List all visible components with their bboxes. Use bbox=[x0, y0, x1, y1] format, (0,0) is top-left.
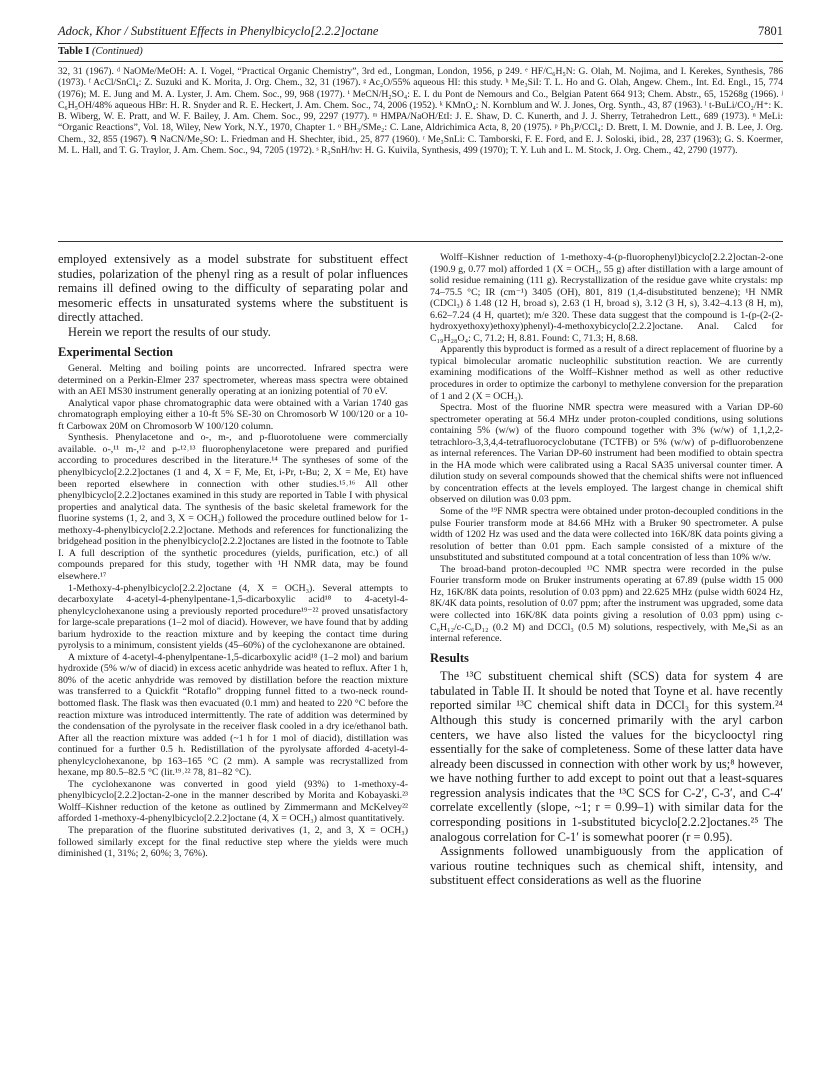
results-paragraph-1: The ¹³C substituent chemical shift (SCS) data for system 4 are tabulated in Table II. It should be noted that Toyne et al. have recently reported similar ¹³C chemical shift data in DCCl₃ for this system.²⁴ Although this study is concerned primarily with the aryl carbon centers, we have also listed the values for the bicyclooctyl ring essentially for the sake of completeness. Some of these latter data have already been discussed in connection with other work by us;⁸ however, we have nothing further to add except to point out that a least-squares regression analysis indicates that the ¹³C SCS for C-2′, C-3′, and C-4′ correlate excellently (slope, ~1; r = 0.99–1) with similar data for the corresponding positions in 1-substituted bicyclo[2.2.2]octanes.²⁵ The analogous correlation for C-1′ is somewhat poorer (r = 0.95). bbox=[430, 669, 783, 844]
results-paragraph-2: Assignments followed unambiguously from the application of various routine techniques such as chemical shift, intensity, and substituent effect considerations as well as the fluorine bbox=[430, 844, 783, 888]
left-column bbox=[58, 252, 408, 860]
header-rule bbox=[58, 43, 783, 44]
intro-paragraph-2: Herein we report the results of our study. bbox=[68, 324, 271, 339]
intro-paragraph: employed extensively as a model substrate for substituent effect studies, polarization of the phenyl ring as a result of polar influences remains ill defined owing to the difficulty of separating polar and mesomeric effects in unsaturated systems where the substituent is directly attached. bbox=[58, 252, 408, 325]
experimental-heading: Experimental Section bbox=[58, 344, 173, 359]
table-continued: (Continued) bbox=[92, 46, 143, 57]
table-footnotes: 32, 31 (1967). ᵈ NaOMe/MeOH: A. I. Vogel, “Practical Organic Chemistry”, 3rd ed., Longman, London, 1956, p 249. ᵉ HF/C₆H₅N: G. Olah, M. Nojima, and I. Kerekes, Synthesis, 786 (1973). ᶠ AcCl/SnCl₄: Z. Suzuki and K. Morita, J. Org. Chem., 32, 31 (1967). ᵍ Ac₂O/55% aqueous HI: this study. ʰ Me₃SiI: T. L. Ho and G. Olah, Angew. Chem., Int. Ed. Engl., 15, 774 (1976); M. E. Jung and M. A. Lyster, J. Am. Chem. Soc., 99, 968 (1977). ⁱ MeCN/H₂SO₄: E. I. du Pont de Nemours and Co., Belgian Patent 664 913; Chem. Abstr., 65, 15268g (1966). ʲ C₆H₅OH/48% aqueous HBr: H. R. Snyder and R. E. Heckert, J. Am. Chem. Soc., 74, 2006 (1952). ᵏ KMnO₄: N. Kornblum and W. J. Jones, Org. Synth., 43, 87 (1963). ˡ t-BuLi/CO₂/H⁺: K. B. Wiberg, W. E. Pratt, and W. F. Bailey, J. Am. Chem. Soc., 99, 2297 (1977). ᵐ HMPA/NaOH/EtI: J. E. Shaw, D. C. Kunerth, and J. J. Sherry, Tetrahedron Lett., 689 (1973). ⁿ MeLi: “Organic Reactions”, Vol. 18, Wiley, New York, N.Y., 1970, Chapter 1. ᵒ BH₃/SMe₂: C. Lane, Aldrichimica Acta, 8, 20 (1975). ᵖ Ph₃P/CCl₄: D. Brett, I. M. Downie, and J. B. Lee, J. Org. Chem., 32, 855 (1967). ᑫ NaCN/Me₂SO: L. Friedman and H. Shechter, ibid., 25, 877 (1960). ʳ Me₃SnLi: C. Tamborski, F. E. Ford, and E. J. Soloski, ibid., 28, 237 (1963); G. S. Koermer, M. L. Hall, and T. G. Traylor, J. Am. Chem. Soc., 94, 7205 (1972). ˢ R₃SnH/hν: H. G. Kuivila, Synthesis, 499 (1970); T. Y. Luh and L. M. Stock, J. Org. Chem., 42, 2790 (1977). bbox=[58, 66, 783, 157]
preparation-paragraph: The preparation of the fluorine substituted derivatives (1, 2, and 3, X = OCH₃) followed similarly except for the final reductive step where the yields were much diminished (1, 31%; 2, 60%; 3, 76%). bbox=[58, 824, 408, 860]
f19-paragraph: Some of the ¹⁹F NMR spectra were obtained under proton-decoupled conditions in the pulse Fourier transform mode at 84.66 MHz with a Bruker 90 spectrometer. A pulse width of 1202 Hz was used and the data were collected into 16K/8K data points giving a resolution of better than 0.01 ppm. Each sample consisted of a mixture of the unsubstituted and substituted compound at a total concentration of less than 10% w/w. bbox=[430, 506, 783, 564]
c13-paragraph: The broad-band proton-decoupled ¹³C NMR spectra were recorded in the pulse Fourier transform mode on Bruker instruments operating at 67.89 (pulse width 15 000 Hz, 16K/8K data points, resolution of 0.03 ppm) and 22.625 MHz (pulse width 6024 Hz, 8K/4K data points, resolution of 0.07 ppm; after the instrument was upgraded, some data were collected into 16K/8K data points giving a resolution of 0.03 ppm) using c-C₆H₁₂/c-C₆D₁₂ (0.2 M) and DCCl₃ (0.5 M) solutions, respectively, with Me₄Si as an internal reference. bbox=[430, 563, 783, 645]
results-heading: Results bbox=[430, 650, 469, 665]
wolff-kishner-paragraph: Wolff–Kishner reduction of 1-methoxy-4-(p-fluorophenyl)bicyclo[2.2.2]octan-2-one (190.9 g, 0.77 mol) afforded 1 (X = OCH₃, 55 g) after distillation with a large amount of solid residue remaining (111 g). Recrystallization of the residue gave white crystals: mp 74–75.5 °C; IR (cm⁻¹) 3405 (OH), 801, 819 (1,4-disubstituted benzene); ¹H NMR (CDCl₃) δ 1.48 (12 H, broad s), 2.63 (1 H, broad s), 3.12 (3 H, s), 3.42–4.13 (8 H, m), 6.62–7.24 (4 H, quartet); m/e 320. These data suggest that the compound is 1-(p-(2-(2-hydroxyethoxy)ethoxy)phenyl)-4-methoxybicyclo[2.2.2]octane. Anal. Calcd for C₁₉H₂₈O₄: C, 71.2; H, 8.81. Found: C, 71.3; H, 8.68. bbox=[430, 252, 783, 344]
vpc-paragraph: Analytical vapor phase chromatographic data were obtained with a Varian 1740 gas chromatograph employing either a 10-ft 5% SE-30 on Chromosorb W 100/120 or a 10-ft Carbowax 20M on Chromosorb W 100/120 column. bbox=[58, 397, 408, 432]
synthesis-paragraph: Synthesis. Phenylacetone and o-, m-, and p-fluorotoluene were commercially available. o-,¹¹ m-,¹² and p-¹²˒¹³ fluorophenylacetone were prepared and purified according to procedures described in the literature.¹⁴ The syntheses of some of the phenylbicyclo[2.2.2]octanes (1 and 4, X = F, Me, Et, i-Pr, t-Bu; 2, X = Me, Et) have been reported elsewhere in connection with other studies.¹⁵˒¹⁶ All other phenylbicyclo[2.2.2]octanes examined in this study are reported in Table I with physical properties and analytical data. The synthesis of the basic skeletal framework for the fluorine systems (1, 2, and 3, X = OCH₃) followed the procedure outlined below for 1-methoxy-4-phenylbicyclo[2.2.2]octane. Methods and references for functionalizing the bridgehead position in the phenylbicyclo[2.2.2]octanes are listed in the footnote to Table I. A full description of the synthetic procedures (yields, purification, etc.) of all compounds prepared for this study, together with ¹H NMR data, may be found elsewhere.¹⁷ bbox=[58, 432, 408, 582]
table-label: Table I bbox=[58, 46, 90, 57]
cyclohexanone-paragraph: The cyclohexanone was converted in good yield (93%) to 1-methoxy-4-phenylbicyclo[2.2.2]octan-2-one in the manner described by Morita and Kobayaski.²³ Wolff–Kishner reduction of the ketone as outlined by Zimmermann and McKelvey²² afforded 1-methoxy-4-phenylbicyclo[2.2.2]octane (4, X = OCH₃) almost quantitatively. bbox=[58, 778, 408, 825]
byproduct-paragraph: Apparently this byproduct is formed as a result of a direct replacement of fluorine by a typical bimolecular aromatic nucleophilic substitution reaction. We are currently examining modifications of the Wolff–Kishner method as well as other reductive procedures in order to optimize the carbonyl to methylene conversion for the preparation of 1 and 2 (X = OCH₃). bbox=[430, 344, 783, 402]
table-caption bbox=[58, 46, 143, 57]
running-title: Adock, Khor / Substituent Effects in Phenylbicyclo[2.2.2]octane bbox=[58, 24, 379, 38]
general-paragraph: General. Melting and boiling points are uncorrected. Infrared spectra were determined on a Perkin-Elmer 237 spectrometer, whereas mass spectra were obtained with an AEI MS30 instrument generally operating at an ionizing potential of 70 eV. bbox=[58, 363, 408, 398]
table-rule-top bbox=[58, 61, 783, 62]
right-column bbox=[430, 252, 783, 888]
mixture-paragraph: A mixture of 4-acetyl-4-phenylpentane-1,5-dicarboxylic acid¹⁸ (1–2 mol) and barium hydroxide (5% w/w of diacid) in excess acetic anhydride was heated to reflux. After 1 h, 80% of the acetic anhydride was removed by distillation before the reaction mixture was transferred to a Quickfit “Rotaflo” dropping funnel fitted to a two-neck round-bottomed flask. The flask was then evacuated (0.1 mm) and heated to 220 °C before the reaction mixture was introduced intermittently. The rate of addition was determined by the condensation of the pyrolysate in the receiver flask cooled in a dry ice/ethanol bath. After all the reaction mixture was added (~1 h for 1 mol of diacid), distillation was continued for a further 0.5 h. Redistillation of the pyrolysate afforded 4-acetyl-4-phenylcyclohexanone, bp 163–165 °C (2 mm). A sample was recrystallized from hexane, mp 80.5–82.5 °C (lit.¹⁹˒²² 78, 81–82 °C). bbox=[58, 651, 408, 779]
table-rule-bottom bbox=[58, 241, 783, 242]
methoxy-paragraph: 1-Methoxy-4-phenylbicyclo[2.2.2]octane (4, X = OCH₃). Several attempts to decarboxylate 4-acetyl-4-phenylpentane-1,5-dicarboxylic acid¹⁸ to 4-acetyl-4-phenylcyclohexanone using a previously reported procedure¹⁹⁻²² proved unsatisfactory for large-scale preparations (1–2 mol of diacid). However, we have found that by adding barium hydroxide to the reaction mixture and by keeping the contact time during pyrolysis to a minimum, consistent yields (45–60%) of the cyclohexanone are obtained. bbox=[58, 582, 408, 652]
page-number: 7801 bbox=[758, 24, 783, 38]
running-head bbox=[58, 24, 783, 42]
spectra-paragraph: Spectra. Most of the fluorine NMR spectra were measured with a Varian DP-60 spectrometer operating at 56.4 MHz under proton-coupled conditions, using solutions containing 5% (w/w) of the fluoro compound together with 3% (w/w) of 1,1,2,2-tetrachloro-3,3,4,4-tetrafluorocyclobutane (TCTFB) or 5% (w/w) of p-difluorobenzene as internal references. The Varian DP-60 instrument had been modified to obtain spectra in the HA mode which were calibrated using a Racal SA35 universal counter timer. A dilution study on several compounds showed that the chemical shifts were not influenced by concentration effects at the levels employed. The largest change in chemical shift observed on dilution was 0.03 ppm. bbox=[430, 402, 783, 506]
